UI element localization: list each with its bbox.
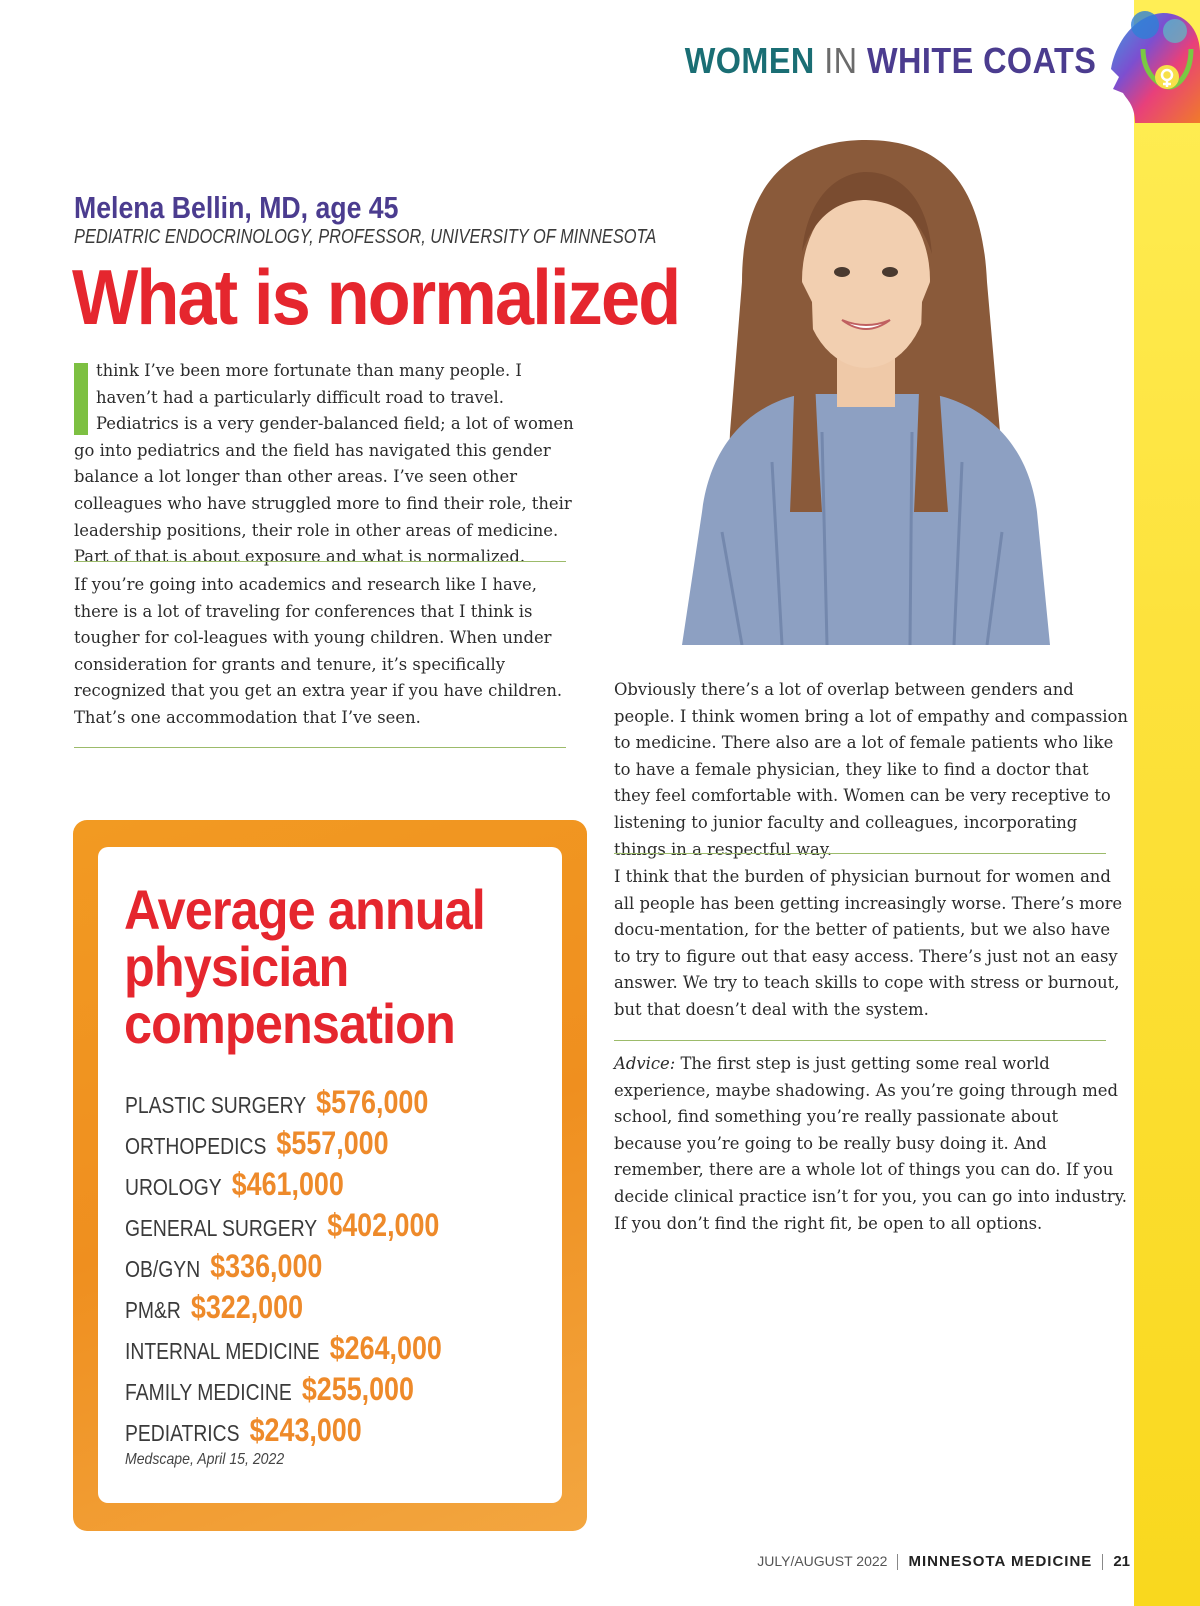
footer-issue: JULY/AUGUST 2022 — [757, 1553, 888, 1569]
article-paragraph-advice — [614, 1051, 1128, 1237]
article-paragraph-2: If you’re going into academics and research like I have, there is a lot of traveling for conferences that I think is tougher for col-leagues with young children. When under consideration for grants and tenure, it’s specifically recognized that you get an extra year if you have children. That’s one accommodation that I’ve seen. — [74, 575, 563, 727]
advice-text: The first step is just getting some real world experience, maybe shadowing. As you’re going through med school, find something you’re really passionate about because you’re going to be really busy doing it. And remember, there are a whole lot of things you can do. If you decide clinical practice isn’t for you, you can go into industry. If you don’t find the right fit, be open to all options. — [614, 1054, 1127, 1233]
compensation-source: Medscape, April 15, 2022 — [125, 1451, 285, 1468]
divider-rule — [614, 853, 1106, 854]
divider-rule — [614, 1040, 1106, 1041]
specialty-label: GENERAL SURGERY — [125, 1215, 318, 1241]
yellow-side-band — [1134, 0, 1200, 1606]
compensation-amount: $336,000 — [210, 1248, 323, 1284]
series-word-in: IN — [823, 40, 858, 81]
page-footer — [757, 1553, 1130, 1570]
compensation-amount: $557,000 — [276, 1125, 389, 1161]
page-headline: What is normalized — [72, 253, 680, 341]
profile-name: Melena Bellin, MD, age 45 — [74, 190, 399, 225]
compensation-amount: $255,000 — [301, 1371, 414, 1407]
compensation-amount: $264,000 — [329, 1330, 442, 1366]
specialty-label: OB/GYN — [125, 1256, 201, 1282]
profile-role: PEDIATRIC ENDOCRINOLOGY, PROFESSOR, UNIVERSITY OF MINNESOTA — [74, 226, 657, 248]
compensation-title: Average annual physician compensation — [124, 878, 485, 1055]
footer-separator — [1102, 1554, 1103, 1570]
series-word-women: WOMEN — [684, 40, 815, 81]
footer-magazine: MINNESOTA MEDICINE — [908, 1553, 1093, 1570]
compensation-row — [125, 1412, 442, 1453]
compensation-list — [125, 1084, 502, 1453]
specialty-label: INTERNAL MEDICINE — [125, 1338, 320, 1364]
specialty-label: PM&R — [125, 1297, 181, 1323]
compensation-row — [125, 1125, 442, 1166]
compensation-amount: $322,000 — [190, 1289, 304, 1325]
drop-cap-letter — [74, 358, 88, 430]
compensation-amount: $243,000 — [249, 1412, 362, 1448]
specialty-label: PLASTIC SURGERY — [125, 1092, 307, 1118]
compensation-sidebar — [73, 820, 587, 1531]
divider-rule — [74, 747, 566, 748]
compensation-row — [125, 1207, 442, 1248]
compensation-amount: $576,000 — [316, 1084, 429, 1120]
portrait-photo — [682, 132, 1050, 645]
compensation-row — [125, 1371, 442, 1412]
footer-separator — [897, 1554, 898, 1570]
specialty-label: FAMILY MEDICINE — [125, 1379, 292, 1405]
compensation-row — [125, 1330, 442, 1371]
specialty-label: ORTHOPEDICS — [125, 1133, 267, 1159]
compensation-row — [125, 1166, 442, 1207]
specialty-label: PEDIATRICS — [125, 1420, 240, 1446]
compensation-amount: $461,000 — [231, 1166, 344, 1202]
specialty-label: UROLOGY — [125, 1174, 222, 1200]
article-paragraph-3: Obviously there’s a lot of overlap between genders and people. I think women bring a lot of empathy and compassion to medicine. There also are a lot of female patients who like to have a female physician, they like to find a doctor that they feel comfortable with. Women can be very receptive to listening to junior faculty and colleagues, incorporating things in a respectful way. — [614, 680, 1128, 859]
compensation-row — [125, 1248, 442, 1289]
series-title — [684, 40, 1096, 82]
page-number: 21 — [1113, 1553, 1130, 1570]
female-head-stethoscope-icon — [1105, 5, 1200, 130]
advice-label: Advice: — [614, 1054, 676, 1073]
paragraph-1-text: think I’ve been more fortunate than many people. I haven’t had a particularly difficult road to travel. Pediatrics is a very gender-balanced field; a lot of women go into pediatrics and the field has navigated this gender balance a lot longer than other areas. I’ve seen other colleagues who have struggled more to find their role, their leadership positions, their role in other areas of medicine. Part of that is about exposure and what is normalized. — [74, 361, 574, 567]
compensation-row — [125, 1084, 442, 1125]
compensation-amount: $402,000 — [327, 1207, 440, 1243]
article-paragraph-1 — [74, 358, 584, 571]
compensation-card — [98, 847, 562, 1503]
article-paragraph-4: I think that the burden of physician burnout for women and all people has been getting increasingly worse. There’s more docu-mentation, for the better of patients, but we also have to try to figure out that easy access. There’s just not an easy answer. We try to teach skills to cope with stress or burnout, but that doesn’t deal with the system. — [614, 867, 1123, 1019]
series-word-white-coats: WHITE COATS — [866, 40, 1096, 81]
compensation-row — [125, 1289, 442, 1330]
divider-rule — [74, 561, 566, 562]
